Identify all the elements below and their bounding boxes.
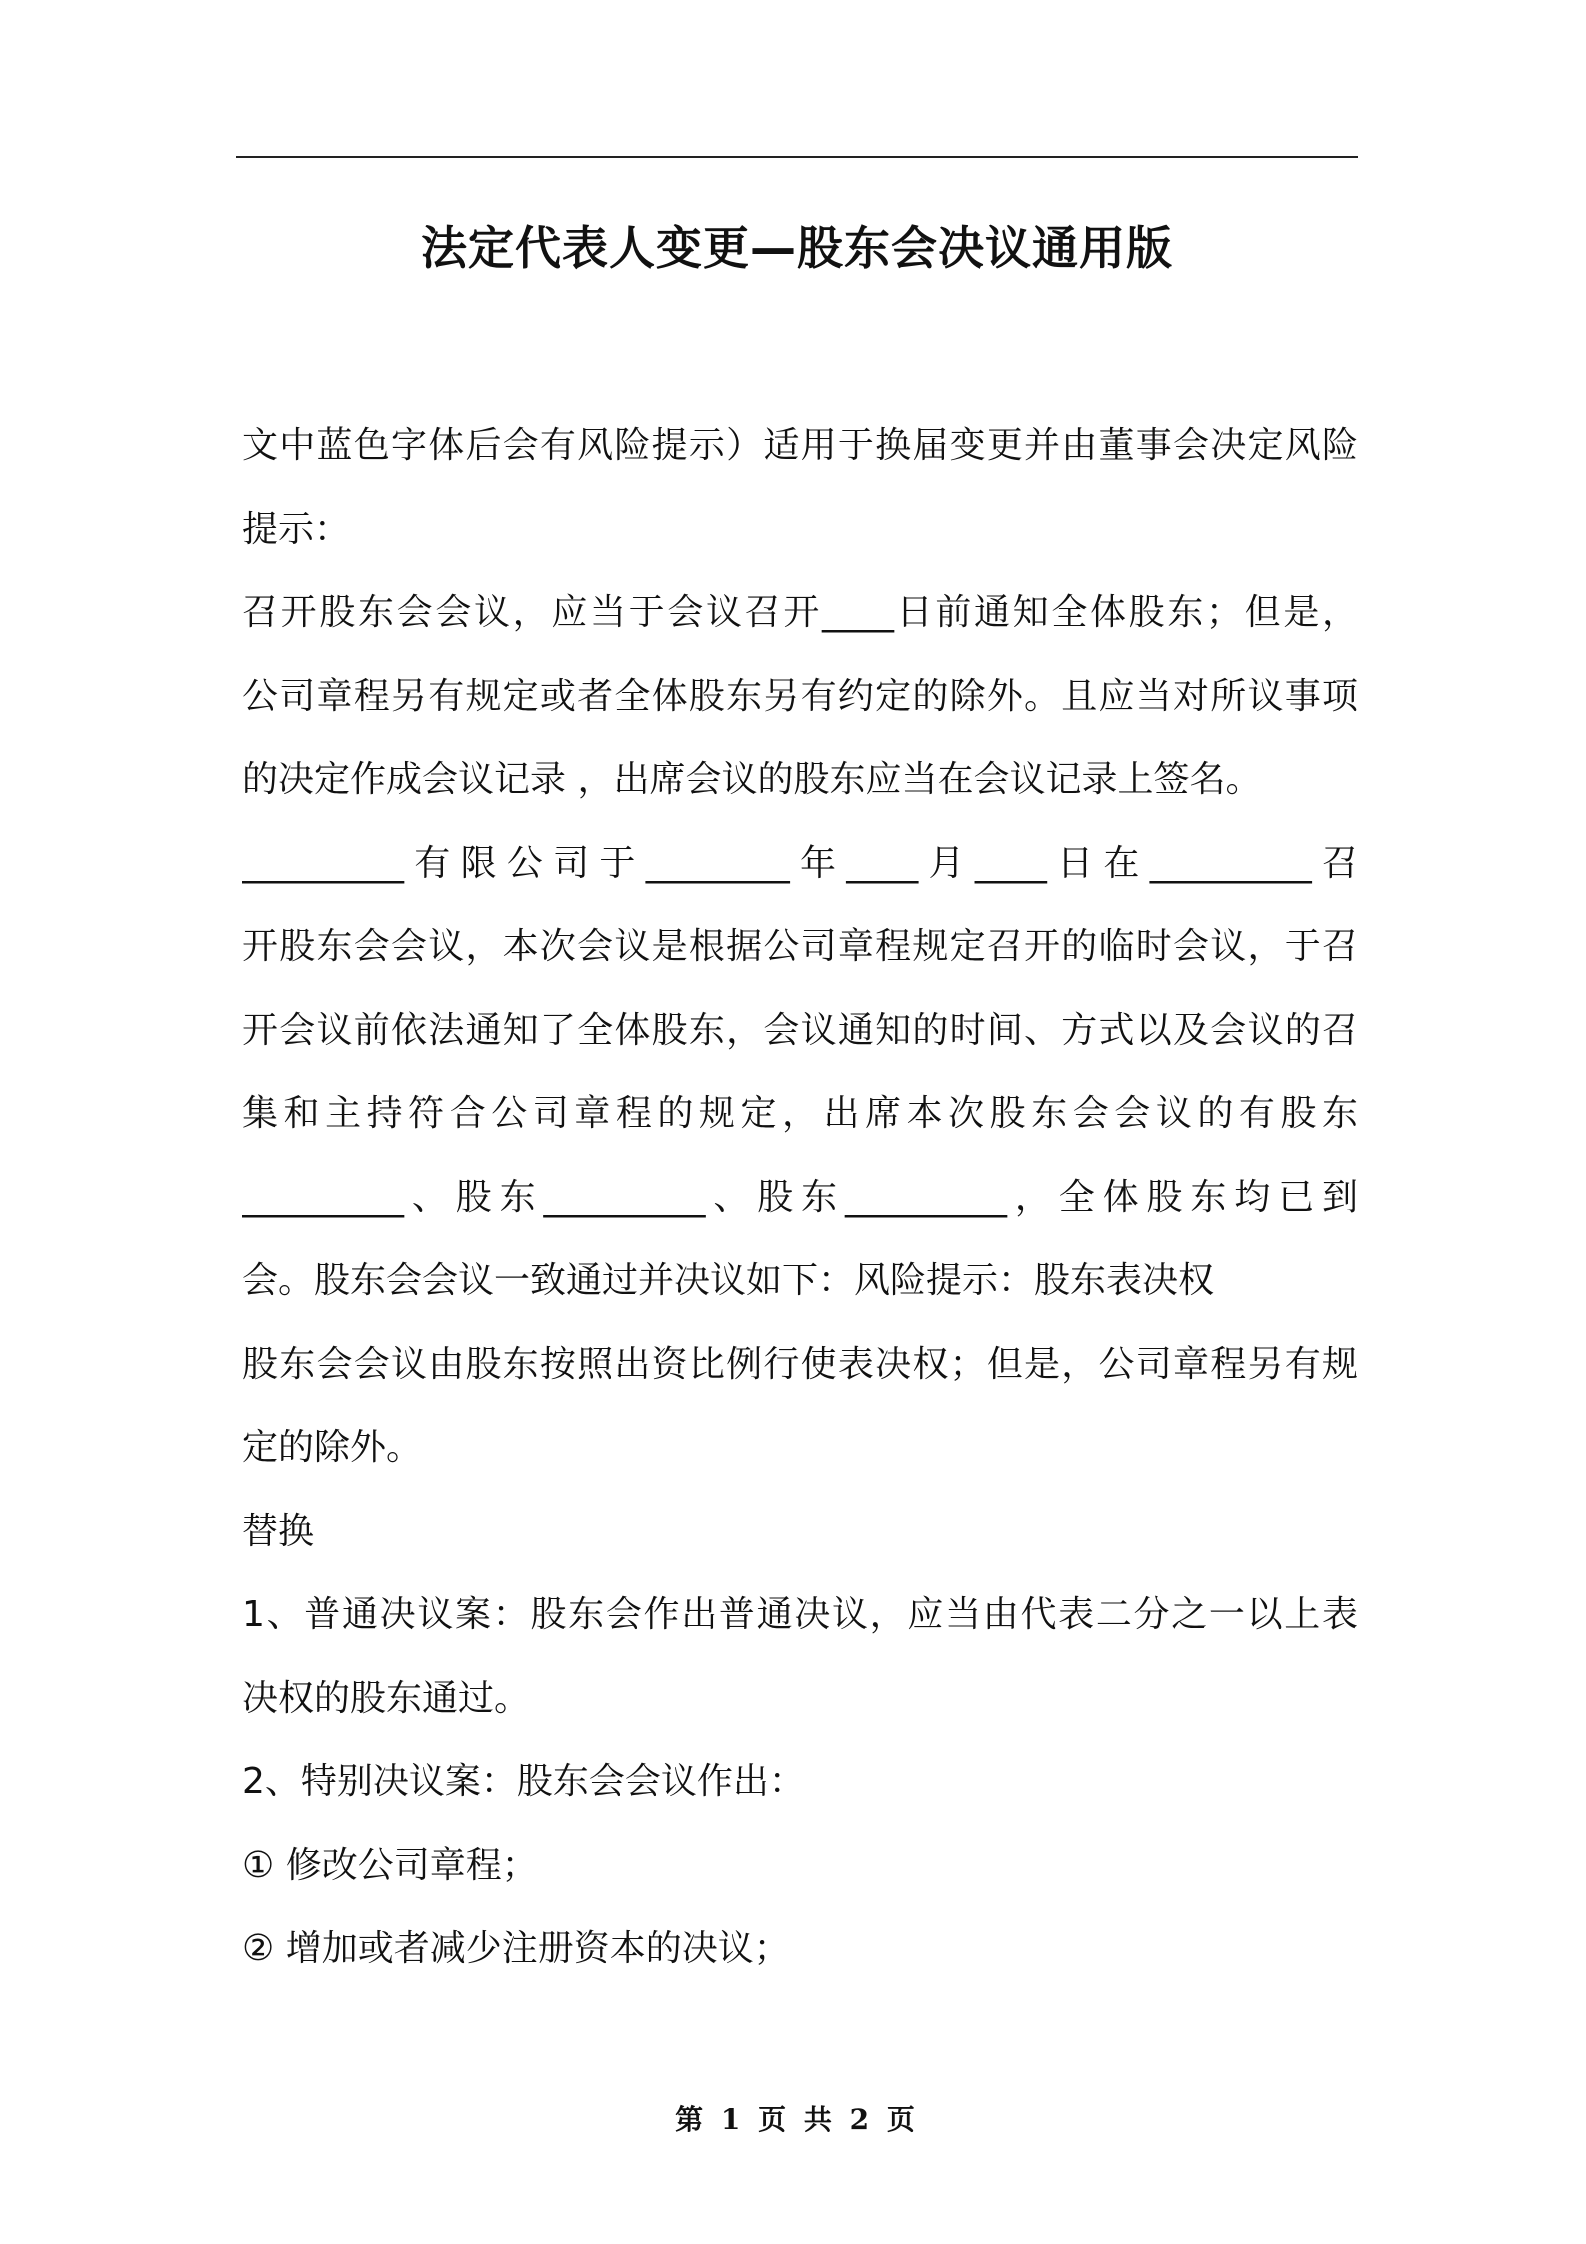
body-line: 开股东会会议，本次会议是根据公司章程规定召开的临时会议，于召 bbox=[242, 926, 1358, 967]
body-line: 替换 bbox=[242, 1510, 315, 1552]
body-line: 股东会会议由股东按照出资比例行使表决权；但是，公司章程另有规 bbox=[242, 1343, 1358, 1385]
header-divider bbox=[236, 156, 1358, 158]
body-line: ② 增加或者减少注册资本的决议； bbox=[242, 1928, 790, 1969]
body-line: 公司章程另有规定或者全体股东另有约定的除外。且应当对所议事项 bbox=[242, 675, 1358, 717]
body-line: 集和主持符合公司章程的规定，出席本次股东会会议的有股东 bbox=[242, 1093, 1358, 1134]
body-line: _________有限公司于________年____月____日在_________召 bbox=[242, 842, 1358, 884]
body-line: ① 修改公司章程； bbox=[242, 1844, 538, 1886]
document-title: 法定代表人变更—股东会决议通用版 bbox=[421, 221, 1173, 275]
body-line: 的决定作成会议记录 ，出席会议的股东应当在会议记录上签名。 bbox=[242, 759, 1262, 800]
body-line: 1、普通决议案：股东会作出普通决议，应当由代表二分之一以上表 bbox=[242, 1594, 1358, 1635]
page-number: 第 1 页 共 2 页 bbox=[675, 2103, 919, 2136]
body-line: _________、股东_________、股东_________，全体股东均已到 bbox=[242, 1176, 1358, 1218]
body-line: 定的除外。 bbox=[242, 1427, 423, 1468]
document-body bbox=[242, 404, 1358, 1991]
body-line: 文中蓝色字体后会有风险提示）适用于换届变更并由董事会决定风险 bbox=[242, 425, 1358, 466]
body-line: 会。股东会会议一致通过并决议如下：风险提示：股东表决权 bbox=[242, 1260, 1215, 1301]
body-line: 决权的股东通过。 bbox=[242, 1677, 531, 1719]
body-line: 2、特别决议案：股东会会议作出： bbox=[242, 1761, 805, 1802]
body-line: 提示： bbox=[242, 508, 351, 550]
body-line: 开会议前依法通知了全体股东，会议通知的时间、方式以及会议的召 bbox=[242, 1009, 1358, 1051]
body-line: 召开股东会会议，应当于会议召开____日前通知全体股东；但是， bbox=[242, 592, 1358, 633]
